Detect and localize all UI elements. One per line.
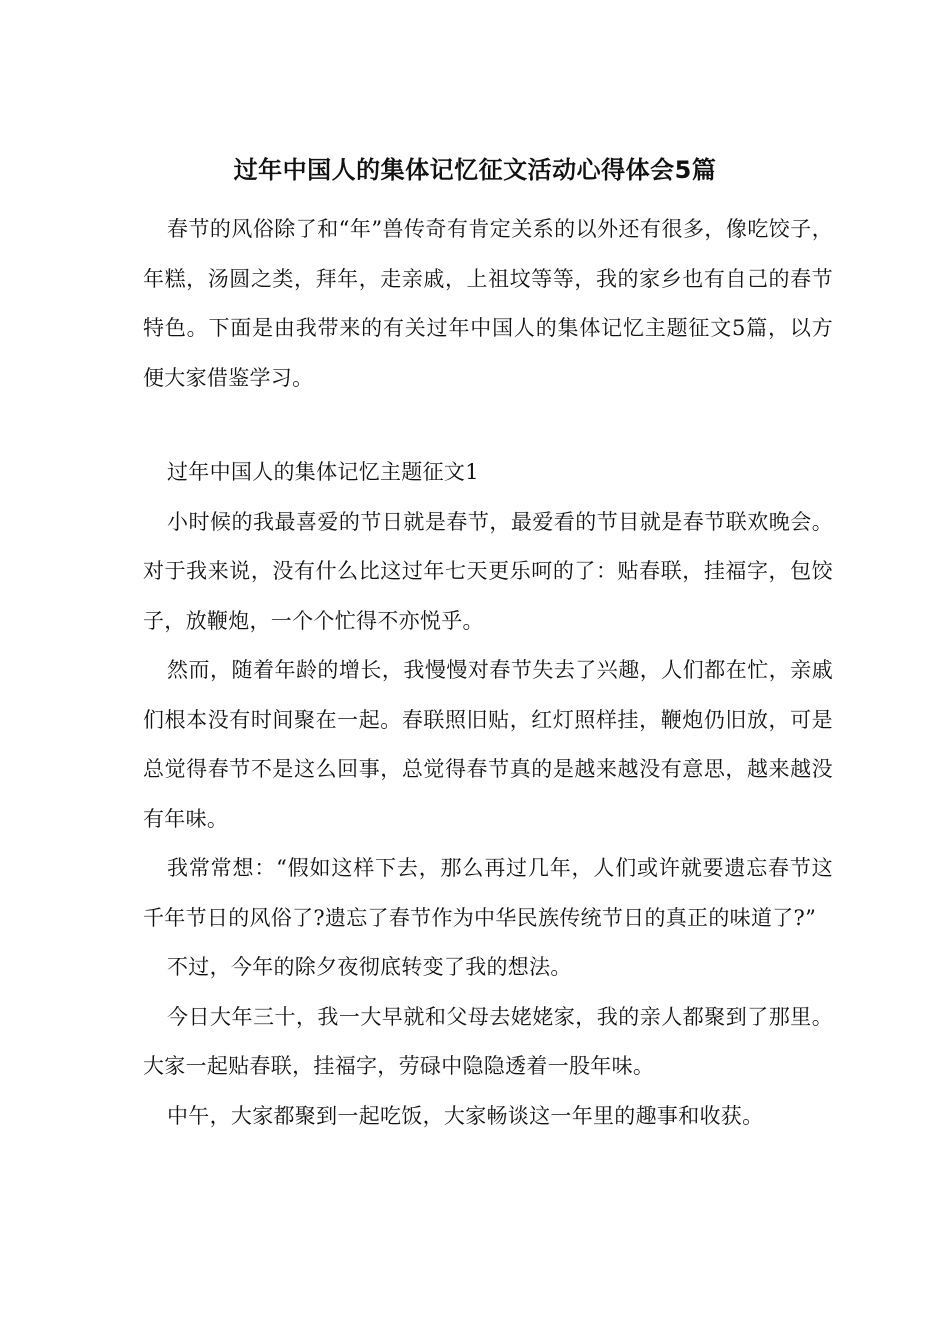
document-body [143,205,833,1141]
body-paragraph-2: 然而，随着年龄的增长，我慢慢对春节失去了兴趣，人们都在忙，亲戚们根本没有时间聚在一起。春联照旧贴，红灯照样挂，鞭炮仍旧放，可是总觉得春节不是这么回事，总觉得春节真的是越来越没有意思，越来越没有年味。 [143,658,833,831]
body-paragraph-4: 不过，今年的除夕夜彻底转变了我的想法。 [167,955,572,979]
body-paragraph-6: 中午，大家都聚到一起吃饭，大家畅谈这一年里的趣事和收获。 [167,1103,764,1128]
body-paragraph-5: 今日大年三十，我一大早就和父母去姥姥家，我的亲人都聚到了那里。大家一起贴春联，挂福字，劳碌中隐隐透着一股年味。 [143,1004,833,1078]
document-title: 过年中国人的集体记忆征文活动心得体会5篇 [233,156,717,184]
section-heading: 过年中国人的集体记忆主题征文1 [167,460,479,484]
intro-paragraph: 春节的风俗除了和“年”兽传奇有肯定关系的以外还有很多，像吃饺子，年糕，汤圆之类，拜年，走亲戚，上祖坟等等，我的家乡也有自己的春节特色。下面是由我带来的有关过年中国人的集体记忆主题征文5篇，以方便大家借鉴学习。 [143,217,833,390]
body-paragraph-3: 我常常想：“假如这样下去，那么再过几年，人们或许就要遗忘春节这千年节日的风俗了?遗忘了春节作为中华民族传统节日的真正的味道了?” [143,856,833,930]
body-paragraph-1: 小时候的我最喜爱的节日就是春节，最爱看的节目就是春节联欢晚会。对于我来说，没有什么比这过年七天更乐呵的了：贴春联，挂福字，包饺子，放鞭炮，一个个忙得不亦悦乎。 [143,509,833,633]
paragraph-spacer [143,403,833,448]
